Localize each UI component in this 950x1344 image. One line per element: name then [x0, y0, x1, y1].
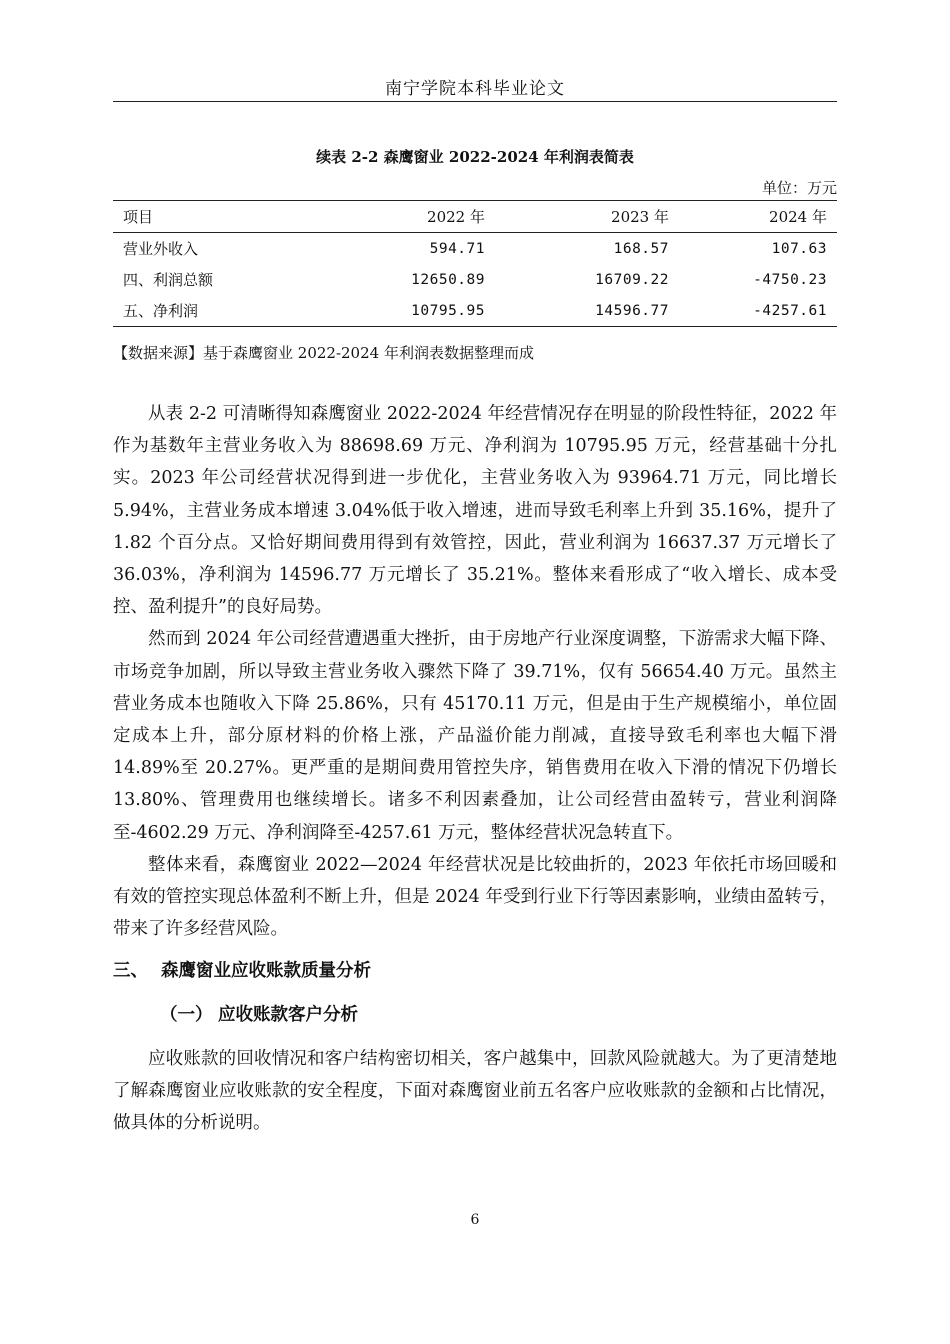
header-rule: [113, 101, 837, 102]
table-caption: 续表 2-2 森鹰窗业 2022-2024 年利润表简表: [316, 148, 634, 166]
section-title: 森鹰窗业应收账款质量分析: [161, 961, 371, 981]
subsection-number: （一）: [160, 1005, 213, 1025]
table-row: [113, 233, 837, 265]
table-source-note: 【数据来源】基于森鹰窗业 2022-2024 年利润表数据整理而成: [113, 344, 534, 362]
profit-statement-table: [113, 200, 837, 327]
section-number: 三、: [113, 961, 148, 981]
column-header-item: 项目: [123, 208, 154, 226]
cell-value: 16709.22: [595, 271, 669, 288]
cell-value: 107.63: [771, 240, 827, 257]
row-label: 营业外收入: [123, 240, 199, 258]
subsection-body: [113, 1043, 837, 1140]
column-header-2024: 2024 年: [769, 208, 827, 226]
cell-value: 10795.95: [411, 302, 485, 319]
cell-value: -4750.23: [753, 271, 827, 288]
section-heading: [113, 957, 371, 982]
body-paragraph: 整体来看，森鹰窗业 2022—2024 年经营状况是比较曲折的，2023 年依托市场回暖和有效的管控实现总体盈利不断上升，但是 2024 年受到行业下行等因素影响，业绩由盈转亏，带来了许多经营风险。: [113, 854, 837, 940]
body-paragraph: 应收账款的回收情况和客户结构密切相关，客户越集中，回款风险就越大。为了更清楚地了解森鹰窗业应收账款的安全程度，下面对森鹰窗业前五名客户应收账款的金额和占比情况，做具体的分析说明。: [113, 1049, 837, 1134]
table-row: [113, 295, 837, 327]
table-unit-note: 单位：万元: [761, 179, 837, 197]
page-number: 6: [470, 1212, 480, 1228]
cell-value: 168.57: [613, 240, 669, 257]
body-paragraph: 从表 2-2 可清晰得知森鹰窗业 2022-2024 年经营情况存在明显的阶段性特征，2022 年作为基数年主营业务收入为 88698.69 万元、净利润为 10795.95 万元，经营基础十分扎实。2023 年公司经营状况得到进一步优化，主营业务收入为 93964.71 万元，同比增长 5.94%，主营业务成本增速 3.04%低于收入增速，进而导致毛利率上升到 35.16%，提升了 1.82 个百分点。又恰好期间费用得到有效管控，因此，营业利润为 16637.37 万元增长了 36.03%，净利润为 14596.77 万元增长了 35.21%。整体来看形成了“收入增长、成本受控、盈利提升”的良好局势。: [113, 404, 837, 618]
column-header-2023: 2023 年: [611, 208, 669, 226]
cell-value: 12650.89: [411, 271, 485, 288]
cell-value: 594.71: [429, 240, 485, 257]
cell-value: -4257.61: [753, 302, 827, 319]
running-header: 南宁学院本科毕业论文: [385, 79, 565, 99]
subsection-heading: [160, 1001, 358, 1026]
row-label: 四、利润总额: [123, 271, 214, 289]
body-paragraph: 然而到 2024 年公司经营遭遇重大挫折，由于房地产行业深度调整，下游需求大幅下降、市场竞争加剧，所以导致主营业务收入骤然下降了 39.71%，仅有 56654.40 万元。虽然主营业务成本也随收入下降 25.86%，只有 45170.11 万元，但是由于生产规模缩小，单位固定成本上升，部分原材料的价格上涨，产品溢价能力削减，直接导致毛利率也大幅下滑 14.89%至 20.27%。更严重的是期间费用管控失序，销售费用在收入下滑的情况下仍增长 13.80%、管理费用也继续增长。诸多不利因素叠加，让公司经营由盈转亏，营业利润降至-4602.29 万元、净利润降至-4257.61 万元，整体经营状况急转直下。: [113, 629, 837, 843]
row-label: 五、净利润: [123, 302, 199, 320]
table-header-row: [113, 201, 837, 233]
analysis-body: [113, 398, 837, 945]
table-row: [113, 264, 837, 295]
subsection-title: 应收账款客户分析: [218, 1005, 358, 1025]
column-header-2022: 2022 年: [427, 208, 485, 226]
cell-value: 14596.77: [595, 302, 669, 319]
